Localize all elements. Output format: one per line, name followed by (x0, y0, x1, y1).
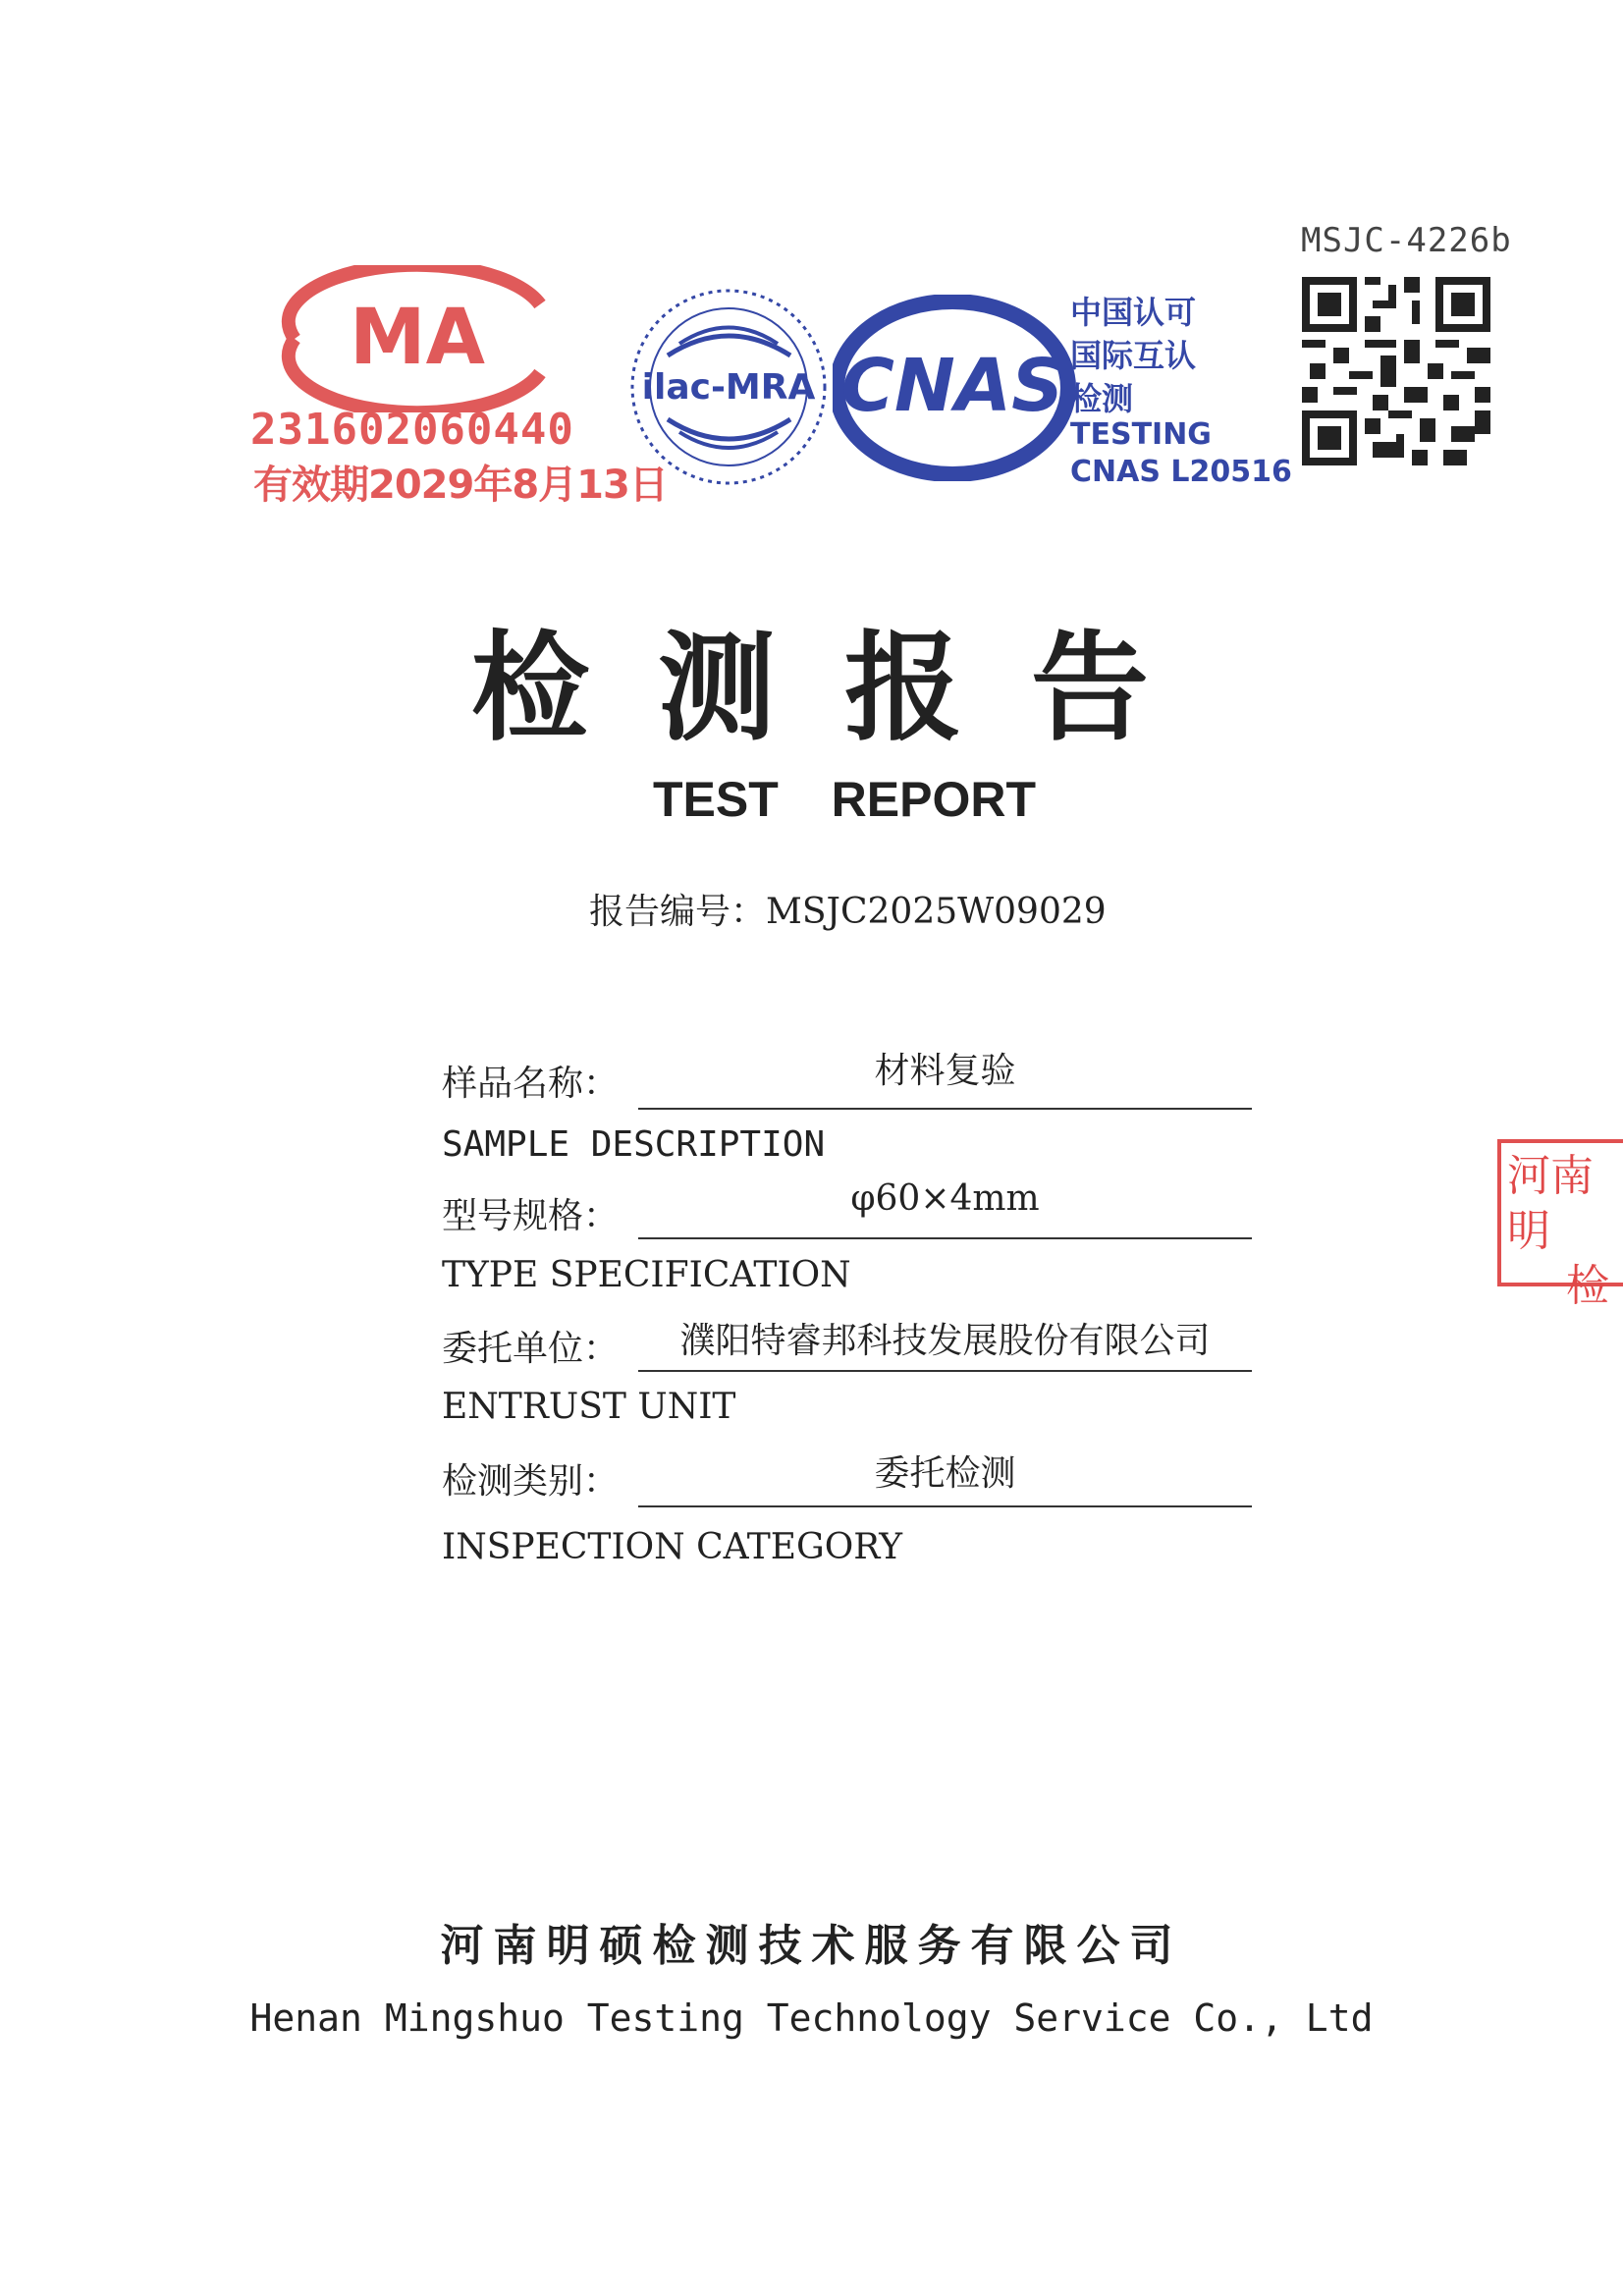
cnas-cn-line: 中国认可 (1070, 294, 1197, 331)
entrust-label-cn: 委托单位： (442, 1329, 620, 1369)
cma-logo-text: MA (350, 294, 485, 382)
company-seal-stamp (1497, 1139, 1623, 1311)
stamp-line: 检 (1566, 1261, 1609, 1311)
entrust-value: 濮阳特睿邦科技发展股份有限公司 (679, 1321, 1211, 1361)
type-label-cn: 型号规格： (442, 1196, 620, 1236)
entrust-underline (638, 1370, 1252, 1372)
cnas-cn-line: 检测 (1070, 380, 1134, 417)
type-underline (638, 1237, 1252, 1239)
document-code: MSJC-4226b (1301, 221, 1512, 260)
report-number-label: 报告编号： (589, 892, 767, 932)
company-name-en: Henan Mingshuo Testing Technology Service Co., Ltd (249, 1996, 1374, 2040)
ilac-logo-text: ilac-MRA (641, 367, 816, 408)
type-label-en: TYPE SPECIFICATION (442, 1255, 851, 1295)
cnas-cn-text (1070, 291, 1196, 420)
qr-code-icon (1302, 277, 1490, 465)
category-label-en: INSPECTION CATEGORY (442, 1527, 903, 1567)
type-value: φ60×4mm (850, 1178, 1040, 1219)
sample-label-en: SAMPLE DESCRIPTION (442, 1124, 826, 1165)
report-number-value: MSJC2025W09029 (766, 892, 1107, 932)
stamp-line: 河南明 (1507, 1151, 1594, 1256)
cnas-en-text (1070, 416, 1292, 491)
ilac-mra-logo-icon (628, 287, 830, 488)
sample-value: 材料复验 (874, 1051, 1016, 1091)
cnas-logo-text: CNAS (840, 344, 1064, 428)
cma-valid-until: 有效期2029年8月13日 (253, 463, 668, 508)
category-label-cn: 检测类别： (442, 1461, 620, 1502)
category-underline (638, 1505, 1252, 1507)
cnas-en-line: CNAS L20516 (1070, 455, 1292, 489)
cnas-logo-icon (833, 295, 1078, 481)
category-value: 委托检测 (874, 1453, 1016, 1494)
report-number (589, 884, 1107, 934)
report-title-en: TEST REPORT (652, 772, 1037, 827)
cnas-en-line: TESTING (1070, 417, 1212, 452)
report-title-cn: 检测报告 (471, 619, 1217, 757)
sample-underline (638, 1108, 1252, 1110)
sample-label-cn: 样品名称： (442, 1064, 620, 1104)
entrust-label-en: ENTRUST UNIT (442, 1387, 736, 1427)
company-name-cn: 河南明硕检测技术服务有限公司 (440, 1921, 1183, 1971)
cma-number: 231602060440 (250, 405, 574, 455)
cnas-cn-line: 国际互认 (1070, 337, 1197, 374)
